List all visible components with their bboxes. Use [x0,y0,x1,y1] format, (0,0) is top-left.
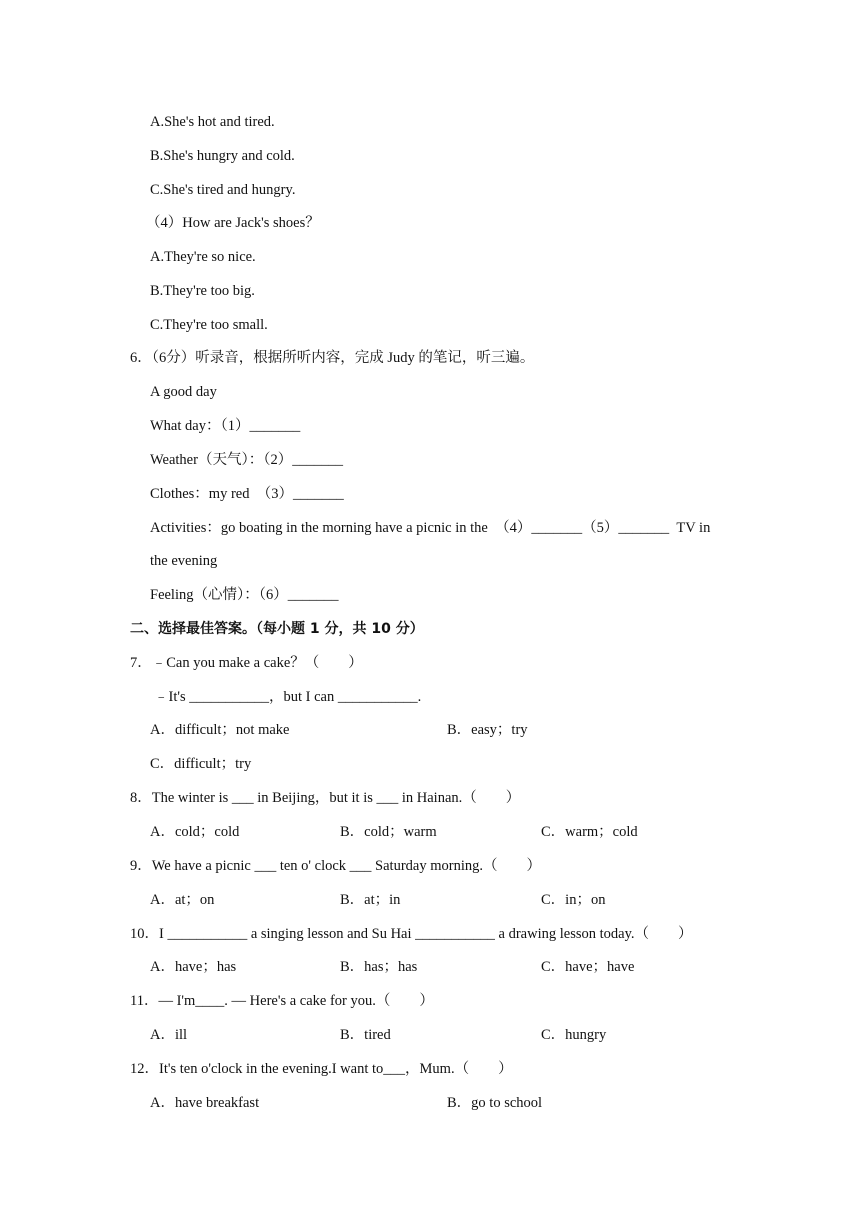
q6-activities-cont: the evening [150,553,218,569]
q8-option-b: B．cold；warm [340,824,437,840]
q9-option-c: C．in；on [541,892,606,908]
q6-activities: Activities：go boating in the morning have a picnic in the （4）_______（5）_______ TV in [150,520,711,536]
q11-option-a: A．ill [150,1027,188,1043]
q6-weather: Weather（天气）：（2）_______ [150,452,343,468]
q12-option-b: B．go to school [447,1095,543,1111]
q7-option-a: A．difficult；not make [150,722,290,738]
q7-stem: 7．﹣Can you make a cake？（ ） [130,655,363,671]
q7-stem-reply: ﹣It's ___________，but I can ___________. [154,689,422,705]
q10-option-c: C．have；have [541,959,635,975]
q11-stem: 11．— I'm____. — Here's a cake for you.（ ） [130,993,434,1009]
q7-option-b: B．easy；try [447,722,528,738]
q6-what-day: What day：（1）_______ [150,418,301,434]
q5-sub4-option-a: A.They're so nice. [150,249,256,265]
q11-option-c: C．hungry [541,1027,607,1043]
q9-option-a: A．at；on [150,892,215,908]
q8-option-c: C．warm；cold [541,824,638,840]
q5-sub4-question: （4）How are Jack's shoes？ [146,215,320,231]
q5-sub4-option-b: B.They're too big. [150,283,255,299]
section-heading: 二、选择最佳答案。（每小题 1 分，共 10 分） [130,621,424,637]
q12-option-a: A．have breakfast [150,1095,260,1111]
q5-sub3-option-b: B.She's hungry and cold. [150,148,295,164]
q10-option-a: A．have；has [150,959,237,975]
q11-option-b: B．tired [340,1027,391,1043]
q10-option-b: B．has；has [340,959,418,975]
q8-stem: 8．The winter is ___ in Beijing，but it is ___ in Hainan.（ ） [130,790,521,806]
q6-note-title: A good day [150,384,217,400]
q5-sub4-option-c: C.They're too small. [150,317,268,333]
q9-stem: 9．We have a picnic ___ ten o' clock ___ Saturday morning.（ ） [130,858,541,874]
q6-stem: 6．（6分）听录音，根据所听内容，完成 Judy 的笔记，听三遍。 [130,350,535,366]
q8-option-a: A．cold；cold [150,824,240,840]
q7-option-c: C．difficult；try [150,756,252,772]
q9-option-b: B．at；in [340,892,401,908]
q5-sub3-option-a: A.She's hot and tired. [150,114,275,130]
q10-stem: 10．I ___________ a singing lesson and Su Hai ___________ a drawing lesson today.（ ） [130,926,693,942]
q12-stem: 12．It's ten o'clock in the evening.I want to___，Mum.（ ） [130,1061,513,1077]
q6-clothes: Clothes：my red （3）_______ [150,486,344,502]
q6-feeling: Feeling（心情）：（6）_______ [150,587,339,603]
q5-sub3-option-c: C.She's tired and hungry. [150,182,296,198]
